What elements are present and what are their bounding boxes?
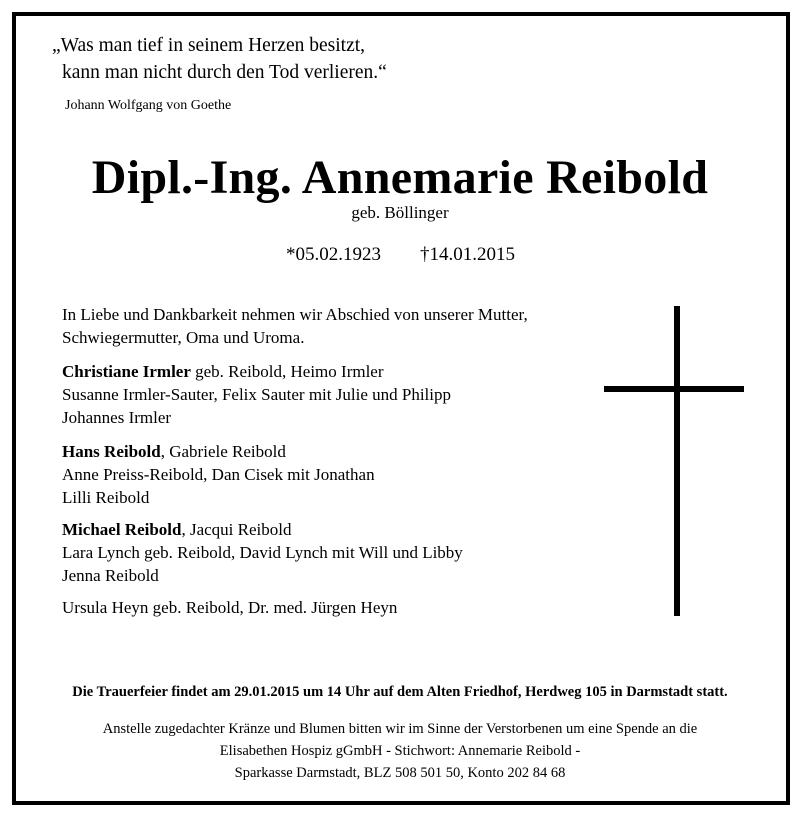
funeral-notice: Die Trauerfeier findet am 29.01.2015 um 14 Uhr auf dem Alten Friedhof, Herdweg 105 in Darmstadt statt. [72,684,728,700]
quote-line-1: „Was man tief in seinem Herzen besitzt, [52,35,366,56]
birth-date: *05.02.1923 [286,244,381,265]
donation-line-3: Sparkasse Darmstadt, BLZ 508 501 50, Konto 202 84 68 [234,765,566,781]
mourner-line: Lilli Reibold [62,488,150,507]
mourner-group-4 [62,596,397,619]
mourner-line: Johannes Irmler [62,408,172,427]
mourner-line: Jenna Reibold [62,566,159,585]
donation-line-2: Elisabethen Hospiz gGmbH - Stichwort: Annemarie Reibold - [219,743,581,759]
goethe-quote [52,32,387,86]
deceased-name: Dipl.-Ing. Annemarie Reibold [91,151,709,204]
mourner-lead-line [62,360,451,383]
mourner-group-2 [62,440,375,509]
farewell-line-2: Schwiegermutter, Oma und Uroma. [62,328,305,347]
mourner-lead-line [62,596,397,619]
donation-notice [0,718,800,784]
mourner-lead-rest: , Jacqui Reibold [181,520,292,539]
mourner-lead-rest: Ursula Heyn geb. Reibold, Dr. med. Jürgen Heyn [62,598,398,617]
mourner-line: Susanne Irmler-Sauter, Felix Sauter mit Julie und Philipp [62,385,451,404]
mourner-group-3 [62,518,463,587]
mourner-lead-name: Michael Reibold [62,520,182,539]
mourner-lead-name: Hans Reibold [62,442,161,461]
quote-author: Johann Wolfgang von Goethe [65,98,232,113]
farewell-text [62,303,528,349]
farewell-line-1: In Liebe und Dankbarkeit nehmen wir Abschied von unserer Mutter, [62,305,528,324]
mourner-lead-rest: geb. Reibold, Heimo Irmler [190,362,384,381]
death-date: †14.01.2015 [420,244,515,265]
donation-line-1: Anstelle zugedachter Kränze und Blumen bitten wir im Sinne der Verstorbenen um eine Spende an die [102,721,698,737]
birth-name: geb. Böllinger [351,203,449,222]
mourner-line: Lara Lynch geb. Reibold, David Lynch mit Will und Libby [62,543,463,562]
quote-line-2: kann man nicht durch den Tod verlieren.“ [62,62,387,83]
mourner-line: Anne Preiss-Reibold, Dan Cisek mit Jonathan [62,465,375,484]
mourner-lead-rest: , Gabriele Reibold [160,442,286,461]
mourner-lead-name: Christiane Irmler [62,362,191,381]
mourner-group-1 [62,360,451,429]
mourner-lead-line [62,518,463,541]
cross-icon-bar [604,386,744,392]
mourner-lead-line [62,440,375,463]
cross-icon [674,306,680,616]
